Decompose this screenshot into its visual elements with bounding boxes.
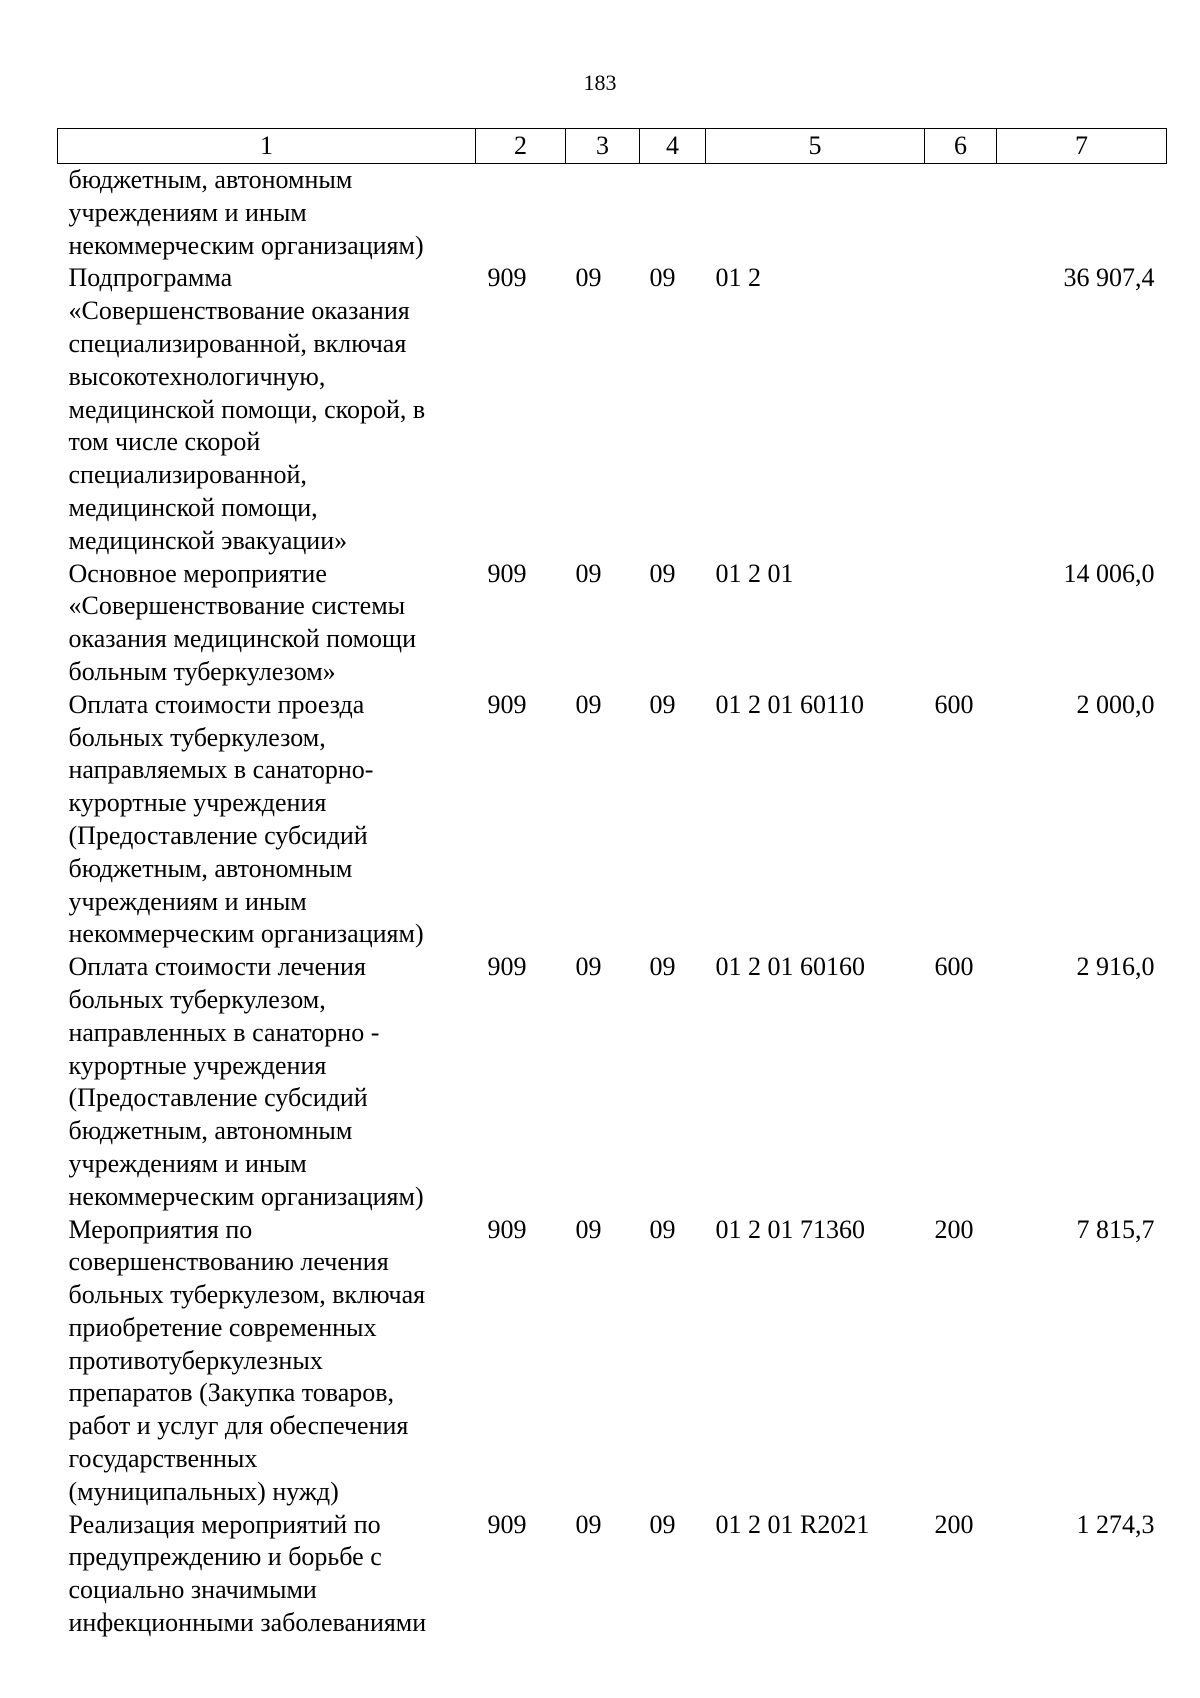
cell-section-code: 09: [575, 558, 602, 588]
column-header-6: 6: [925, 129, 997, 164]
cell-target-article-code: [706, 164, 925, 263]
description-line: государственных: [68, 1444, 258, 1474]
cell-target-article-code: 01 2 01 60160: [715, 952, 865, 982]
cell-target-article-code: 01 2: [715, 263, 761, 293]
cell-admin-code: 909: [487, 689, 527, 719]
cell-amount: 1 274,3: [1076, 1509, 1155, 1539]
description-line: медицинской помощи, скорой, в: [68, 394, 426, 424]
description-line: социально значимыми: [68, 1575, 317, 1605]
description-line: работ и услуг для обеспечения: [68, 1411, 409, 1441]
cell-section-code: 09: [575, 689, 602, 719]
column-header-7: 7: [997, 129, 1167, 164]
table-row: [58, 1214, 1167, 1509]
row-description: [58, 951, 476, 1213]
cell-section-code: [566, 164, 640, 263]
cell-section-code: 09: [575, 263, 602, 293]
table-row: [58, 262, 1167, 557]
column-header-3: 3: [566, 129, 640, 164]
cell-expense-type-code: 200: [934, 1509, 974, 1539]
cell-subsection-code: 09: [649, 558, 676, 588]
cell-admin-code: 909: [487, 1509, 527, 1539]
column-header-1: 1: [58, 129, 476, 164]
description-line: некоммерческим организациям): [68, 1181, 424, 1211]
row-description: [58, 1214, 476, 1509]
description-line: том числе скорой: [68, 427, 261, 457]
description-line: больных туберкулезом,: [68, 722, 326, 752]
description-line: учреждениям и иным: [68, 197, 307, 227]
row-description: [58, 164, 476, 263]
description-line: приобретение современных: [68, 1312, 377, 1342]
cell-expense-type-code: [925, 262, 997, 557]
cell-section-code: 09: [575, 1509, 602, 1539]
cell-expense-type-code: [925, 558, 997, 689]
description-line: предупреждению и борьбе с: [68, 1542, 382, 1572]
cell-admin-code: 909: [487, 558, 527, 588]
description-line: инфекционными заболеваниями: [68, 1608, 427, 1638]
description-line: высокотехнологичную,: [68, 361, 326, 391]
row-description: [58, 558, 476, 689]
description-line: учреждениям и иным: [68, 1148, 307, 1178]
description-line: больным туберкулезом»: [68, 656, 336, 686]
cell-section-code: 09: [575, 1214, 602, 1244]
description-line: Мероприятия по: [68, 1214, 253, 1244]
cell-amount: 2 000,0: [1076, 689, 1155, 719]
description-line: совершенствованию лечения: [68, 1247, 389, 1277]
description-line: Оплата стоимости проезда: [68, 689, 365, 719]
column-header-5: 5: [706, 129, 925, 164]
description-line: некоммерческим организациям): [68, 230, 424, 260]
description-line: Реализация мероприятий по: [68, 1509, 381, 1539]
cell-amount: [997, 164, 1167, 263]
description-line: Основное мероприятие: [68, 558, 327, 588]
cell-target-article-code: 01 2 01: [715, 558, 794, 588]
cell-section-code: 09: [575, 952, 602, 982]
cell-amount: 7 815,7: [1076, 1214, 1155, 1244]
cell-subsection-code: [640, 164, 706, 263]
cell-target-article-code: 01 2 01 60110: [715, 689, 865, 719]
column-header-4: 4: [640, 129, 706, 164]
cell-subsection-code: 09: [649, 263, 676, 293]
cell-amount: 2 916,0: [1076, 952, 1155, 982]
description-line: специализированной,: [68, 460, 307, 490]
table-body: [58, 164, 1167, 1640]
cell-expense-type-code: 600: [934, 952, 974, 982]
cell-subsection-code: 09: [649, 689, 676, 719]
description-line: направленных в санаторно -: [68, 1017, 380, 1047]
column-header-2: 2: [476, 129, 566, 164]
table-header-row: [58, 129, 1167, 164]
table-row: [58, 1509, 1167, 1640]
description-line: медицинской эвакуации»: [68, 525, 348, 555]
cell-target-article-code: 01 2 01 R2021: [715, 1509, 870, 1539]
description-line: специализированной, включая: [68, 328, 407, 358]
description-line: Оплата стоимости лечения: [68, 952, 366, 982]
description-line: противотуберкулезных: [68, 1345, 323, 1375]
cell-amount: 36 907,4: [1063, 263, 1155, 293]
description-line: (муниципальных) нужд): [68, 1476, 339, 1506]
description-line: бюджетным, автономным: [68, 165, 353, 194]
description-line: оказания медицинской помощи: [68, 624, 416, 654]
description-line: больных туберкулезом,: [68, 984, 326, 1014]
description-line: курортные учреждения: [68, 788, 327, 818]
description-line: «Совершенствование оказания: [68, 296, 410, 326]
table-row: [58, 951, 1167, 1213]
cell-subsection-code: 09: [649, 1214, 676, 1244]
description-line: направляемых в санаторно-: [68, 755, 374, 785]
description-line: курортные учреждения: [68, 1050, 327, 1080]
cell-expense-type-code: 200: [934, 1214, 974, 1244]
table-row: [58, 689, 1167, 951]
description-line: некоммерческим организациям): [68, 919, 424, 949]
row-description: [58, 689, 476, 951]
description-line: бюджетным, автономным: [68, 1116, 353, 1146]
description-line: бюджетным, автономным: [68, 853, 353, 883]
page-number: 183: [583, 70, 617, 95]
description-line: больных туберкулезом, включая: [68, 1280, 426, 1310]
budget-table: [57, 128, 1167, 1640]
table-row: [58, 558, 1167, 689]
cell-admin-code: 909: [487, 263, 527, 293]
description-line: медицинской помощи,: [68, 492, 318, 522]
description-line: «Совершенствование системы: [68, 591, 406, 621]
cell-admin-code: 909: [487, 1214, 527, 1244]
cell-subsection-code: 09: [649, 952, 676, 982]
cell-expense-type-code: [925, 164, 997, 263]
row-description: [58, 1509, 476, 1640]
cell-amount: 14 006,0: [1063, 558, 1155, 588]
cell-target-article-code: 01 2 01 71360: [715, 1214, 865, 1244]
description-line: (Предоставление субсидий: [68, 1083, 368, 1113]
description-line: учреждениям и иным: [68, 886, 307, 916]
description-line: препаратов (Закупка товаров,: [68, 1378, 395, 1408]
description-line: (Предоставление субсидий: [68, 820, 368, 850]
cell-expense-type-code: 600: [934, 689, 974, 719]
description-line: Подпрограмма: [68, 263, 233, 293]
cell-admin-code: [476, 164, 566, 263]
cell-subsection-code: 09: [649, 1509, 676, 1539]
cell-admin-code: 909: [487, 952, 527, 982]
row-description: [58, 262, 476, 557]
table-row: [58, 164, 1167, 263]
